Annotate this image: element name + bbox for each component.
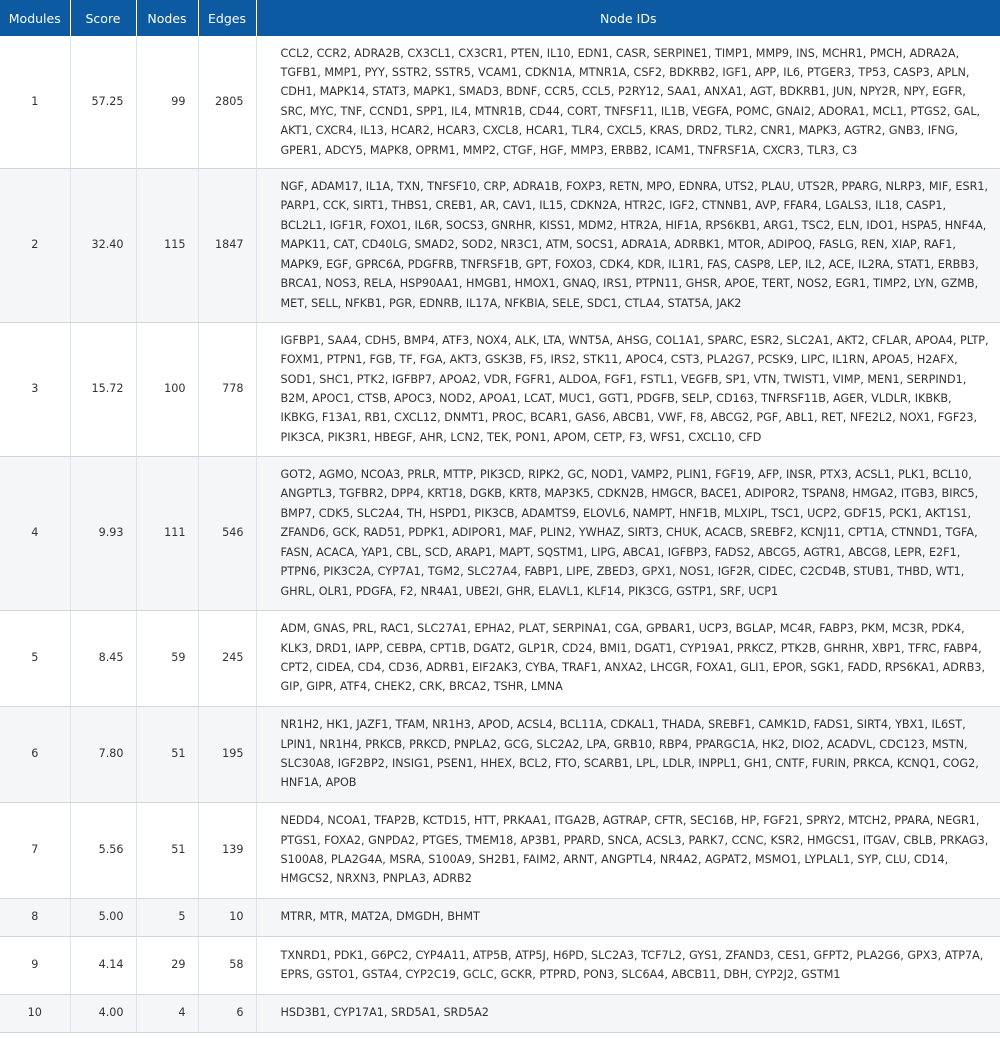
nodes-cell: 5: [136, 898, 198, 936]
table-row: [0, 610, 1000, 706]
node-ids-cell: NEDD4, NCOA1, TFAP2B, KCTD15, HTT, PRKAA1, ITGA2B, AGTRAP, CFTR, SEC16B, HP, FGF21, SPRY2, MTCH2, PPARA, NEGR1, PTGS1, FOXA2, GNPDA2, PTGES, TMEM18, AP3B1, PPARD, SNCA, ACSL3, PARK7, CCNC, KSR2, HMGCS1, ITGAV, CBLB, PRKAG3, S100A8, PLA2G4A, MSRA, S100A9, SH2B1, FAIM2, ARNT, ANGPTL4, NR4A2, AGPAT2, MSMO1, LYPLAL1, SYP, CLU, CD14, HMGCS2, NRXN3, PNPLA3, ADRB2: [256, 802, 1000, 898]
nodes-cell: 115: [136, 168, 198, 322]
edges-cell: 546: [198, 456, 256, 610]
score-cell: 4.14: [70, 936, 136, 994]
module-cell: 1: [0, 36, 70, 168]
module-cell: 4: [0, 456, 70, 610]
header-score: Score: [70, 0, 136, 36]
score-cell: 15.72: [70, 322, 136, 456]
module-cell: 6: [0, 706, 70, 802]
edges-cell: 778: [198, 322, 256, 456]
table-row: [0, 706, 1000, 802]
score-cell: 7.80: [70, 706, 136, 802]
score-cell: 8.45: [70, 610, 136, 706]
score-cell: 4.00: [70, 994, 136, 1032]
score-cell: 9.93: [70, 456, 136, 610]
score-cell: 5.56: [70, 802, 136, 898]
edges-cell: 2805: [198, 36, 256, 168]
node-ids-cell: NR1H2, HK1, JAZF1, TFAM, NR1H3, APOD, ACSL4, BCL11A, CDKAL1, THADA, SREBF1, CAMK1D, FADS1, SIRT4, YBX1, IL6ST, LPIN1, NR1H4, PRKCB, PRKCD, PNPLA2, GCG, SLC2A2, LPA, GRB10, RBP4, PPARGC1A, HK2, DIO2, ACADVL, CDC123, MSTN, SLC30A8, IGF2BP2, INSIG1, PSEN1, HHEX, BCL2, FTO, SCARB1, LPL, LDLR, INPPL1, GH1, CNTF, FURIN, PRKCA, KCNQ1, COG2, HNF1A, APOB: [256, 706, 1000, 802]
module-cell: 2: [0, 168, 70, 322]
module-cell: 10: [0, 994, 70, 1032]
edges-cell: 58: [198, 936, 256, 994]
table-row: [0, 898, 1000, 936]
table-row: [0, 994, 1000, 1032]
table-row: [0, 168, 1000, 322]
table-row: [0, 36, 1000, 168]
nodes-cell: 99: [136, 36, 198, 168]
table-row: [0, 802, 1000, 898]
table-row: [0, 456, 1000, 610]
header-edges: Edges: [198, 0, 256, 36]
score-cell: 32.40: [70, 168, 136, 322]
table-body: [0, 36, 1000, 1032]
node-ids-cell: IGFBP1, SAA4, CDH5, BMP4, ATF3, NOX4, ALK, LTA, WNT5A, AHSG, COL1A1, SPARC, ESR2, SLC2A1, AKT2, CFLAR, APOA4, PLTP, FOXM1, PTPN1, FGB, TF, FGA, AKT3, GSK3B, F5, IRS2, STK11, APOC4, CST3, PLA2G7, PCSK9, LIPC, IL1RN, APOA5, H2AFX, SOD1, SHC1, PTK2, IGFBP7, APOA2, VDR, FGFR1, ALDOA, FGF1, FSTL1, VEGFB, SP1, VTN, TWIST1, VIMP, MEN1, SERPIND1, B2M, APOC1, CTSB, APOC3, NOD2, APOA1, LCAT, MUC1, GGT1, PDGFB, SELP, CD163, TNFRSF11B, AGER, VLDLR, IKBKB, IKBKG, F13A1, RB1, CXCL12, DNMT1, PROC, BCAR1, GAS6, ABCB1, VWF, F8, ABCG2, PGF, ABL1, RET, NFE2L2, NOX1, FGF23, PIK3CA, PIK3R1, HBEGF, AHR, LCN2, TEK, PON1, APOM, CETP, F3, WFS1, CXCL10, CFD: [256, 322, 1000, 456]
table-row: [0, 936, 1000, 994]
module-cell: 5: [0, 610, 70, 706]
edges-cell: 245: [198, 610, 256, 706]
node-ids-cell: CCL2, CCR2, ADRA2B, CX3CL1, CX3CR1, PTEN, IL10, EDN1, CASR, SERPINE1, TIMP1, MMP9, INS, MCHR1, PMCH, ADRA2A, TGFB1, MMP1, PYY, SSTR2, SSTR5, VCAM1, CDKN1A, MTNR1A, CSF2, BDKRB2, IGF1, APP, IL6, PTGER3, TP53, CASP3, APLN, CDH1, MAPK14, STAT3, MAPK1, SMAD3, BDNF, CCR5, CCL5, P2RY12, SAA1, ANXA1, AGT, BDKRB1, JUN, NPY2R, NPY, EGFR, SRC, MYC, TNF, CCND1, SPP1, IL4, MTNR1B, CD44, CORT, TNFSF11, IL1B, VEGFA, POMC, GNAI2, ADORA1, MCL1, PTGS2, GAL, AKT1, CXCR4, IL13, HCAR2, HCAR3, CXCL8, HCAR1, TLR4, CXCL5, KRAS, DRD2, TLR2, CNR1, MAPK3, AGTR2, GNB3, IFNG, GPER1, ADCY5, MAPK8, OPRM1, MMP2, CTGF, HGF, MMP3, ERBB2, ICAM1, TNFRSF1A, CXCR3, TLR3, C3: [256, 36, 1000, 168]
header-node-ids: Node IDs: [256, 0, 1000, 36]
header-nodes: Nodes: [136, 0, 198, 36]
edges-cell: 6: [198, 994, 256, 1032]
node-ids-cell: NGF, ADAM17, IL1A, TXN, TNFSF10, CRP, ADRA1B, FOXP3, RETN, MPO, EDNRA, UTS2, PLAU, UTS2R, PPARG, NLRP3, MIF, ESR1, PARP1, CCK, SIRT1, THBS1, CREB1, AR, CAV1, IL15, CDKN2A, HTR2C, IGF2, CTNNB1, AVP, FFAR4, LGALS3, IL18, CASP1, BCL2L1, IGF1R, FOXO1, IL6R, SOCS3, GNRHR, KISS1, MDM2, HTR2A, HIF1A, RPS6KB1, ARG1, TSC2, ELN, IDO1, HSPA5, HNF4A, MAPK11, CAT, CD40LG, SMAD2, SOD2, NR3C1, ATM, SOCS1, ADRA1A, ADRBK1, MTOR, ADIPOQ, FASLG, REN, XIAP, RAF1, MAPK9, EGF, GPRC6A, PDGFRB, TNFRSF1B, GPT, FOXO3, CDK4, KDR, IL1R1, FAS, CASP8, LEP, IL2, ACE, IL2RA, STAT1, ERBB3, BRCA1, NOS3, RELA, HSP90AA1, HMGB1, HMOX1, GNAQ, IRS1, PTPN11, GHSR, APOE, TERT, NOS2, EGR1, TIMP2, LYN, GZMB, MET, SELL, NFKB1, PGR, EDNRB, IL17A, NFKBIA, SELE, SDC1, CTLA4, STAT5A, JAK2: [256, 168, 1000, 322]
nodes-cell: 59: [136, 610, 198, 706]
edges-cell: 195: [198, 706, 256, 802]
header-row: [0, 0, 1000, 36]
edges-cell: 10: [198, 898, 256, 936]
nodes-cell: 51: [136, 706, 198, 802]
module-cell: 7: [0, 802, 70, 898]
edges-cell: 139: [198, 802, 256, 898]
node-ids-cell: GOT2, AGMO, NCOA3, PRLR, MTTP, PIK3CD, RIPK2, GC, NOD1, VAMP2, PLIN1, FGF19, AFP, INSR, PTX3, ACSL1, PLK1, BCL10, ANGPTL3, TGFBR2, DPP4, KRT18, DGKB, KRT8, MAP3K5, CDKN2B, HMGCR, BACE1, ADIPOR2, TSPAN8, HMGA2, ITGB3, BIRC5, BMP7, CDK5, SLC2A4, TH, HSPD1, PIK3CB, ADAMTS9, ELOVL6, NAMPT, HNF1B, MLXIPL, TSC1, UCP2, GDF15, PCK1, AKT1S1, ZFAND6, GCK, RAD51, PDPK1, ADIPOR1, MAF, PLIN2, YWHAZ, SIRT3, CHUK, ACACB, SREBF2, KCNJ11, CPT1A, CTNND1, TGFA, FASN, ACACA, YAP1, CBL, SCD, ARAP1, MAPT, SQSTM1, LIPG, ABCA1, IGFBP3, FADS2, ABCG5, AGTR1, ABCG8, LEPR, E2F1, PTPN6, PIK3C2A, CYP7A1, TGM2, SLC27A4, FABP1, LIPE, ZBED3, GPX1, NOS1, IGF2R, CIDEC, C2CD4B, STUB1, THBD, WT1, GHRL, OLR1, PDGFA, F2, NR4A1, UBE2I, GHR, ELAVL1, KLF14, PIK3CG, GSTP1, SRF, UCP1: [256, 456, 1000, 610]
node-ids-cell: MTRR, MTR, MAT2A, DMGDH, BHMT: [256, 898, 1000, 936]
module-cell: 9: [0, 936, 70, 994]
nodes-cell: 100: [136, 322, 198, 456]
nodes-cell: 111: [136, 456, 198, 610]
module-cell: 3: [0, 322, 70, 456]
nodes-cell: 51: [136, 802, 198, 898]
node-ids-cell: HSD3B1, CYP17A1, SRD5A1, SRD5A2: [256, 994, 1000, 1032]
table-row: [0, 322, 1000, 456]
nodes-cell: 4: [136, 994, 198, 1032]
edges-cell: 1847: [198, 168, 256, 322]
node-ids-cell: ADM, GNAS, PRL, RAC1, SLC27A1, EPHA2, PLAT, SERPINA1, CGA, GPBAR1, UCP3, BGLAP, MC4R, FABP3, PKM, MC3R, PDK4, KLK3, DRD1, IAPP, CEBPA, CPT1B, DGAT2, GLP1R, CD24, BMI1, DGAT1, CYP19A1, PRKCZ, PTK2B, GHRHR, XBP1, TFRC, FABP4, CPT2, CIDEA, CD4, CD36, ADRB1, EIF2AK3, CYBA, TRAF1, ANXA2, LHCGR, FOXA1, GLI1, EPOR, SGK1, FADD, RPS6KA1, ADRB3, GIP, GIPR, ATF4, CHEK2, CRK, BRCA2, TSHR, LMNA: [256, 610, 1000, 706]
module-cell: 8: [0, 898, 70, 936]
score-cell: 57.25: [70, 36, 136, 168]
node-ids-cell: TXNRD1, PDK1, G6PC2, CYP4A11, ATP5B, ATP5J, H6PD, SLC2A3, TCF7L2, GYS1, ZFAND3, CES1, GFPT2, PLA2G6, GPX3, ATP7A, EPRS, GSTO1, GSTA4, CYP2C19, GCLC, GCKR, PTPRD, PON3, SLC6A4, ABCB11, DBH, CYP2J2, GSTM1: [256, 936, 1000, 994]
score-cell: 5.00: [70, 898, 136, 936]
nodes-cell: 29: [136, 936, 198, 994]
header-modules: Modules: [0, 0, 70, 36]
